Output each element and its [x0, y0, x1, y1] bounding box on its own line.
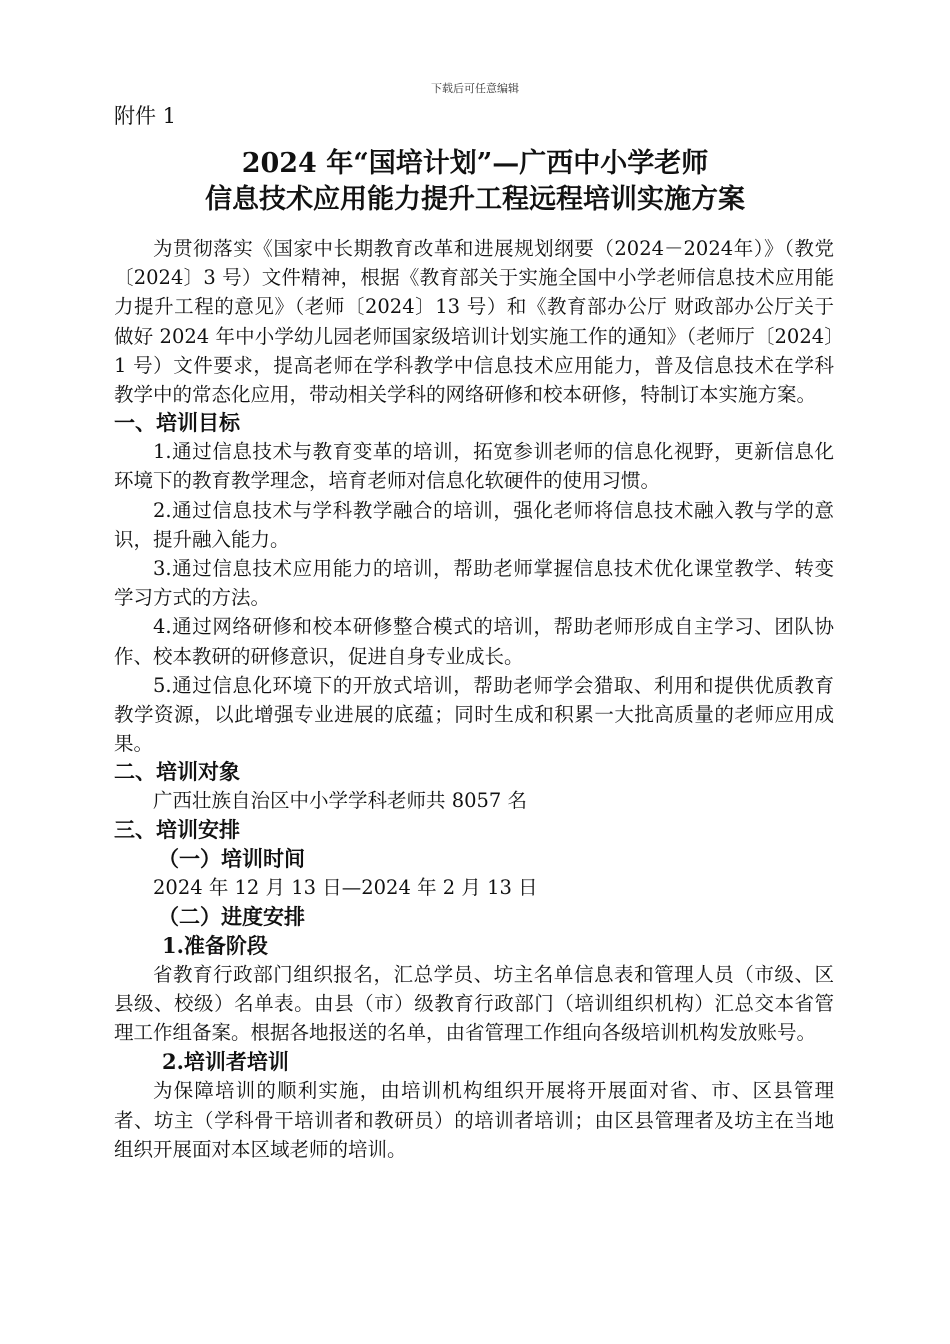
title-line-1: 2024 年“国培计划”—广西中小学老师 — [241, 148, 709, 179]
document-body — [114, 234, 834, 1164]
intro-paragraph: 为贯彻落实《国家中长期教育改革和进展规划纲要（2024－2024年）》（教党〔2024〕3 号）文件精神，根据《教育部关于实施全国中小学老师信息技术应用能力提升工程的意见》（老师〔2024〕13 号）和《教育部办公厅 财政部办公厅关于做好 2024 年中小学幼儿园老师国家级培训计划实施工作的通知》（老师厅〔2024〕1 号）文件要求，提高老师在学科教学中信息技术应用能力，普及信息技术在学科教学中的常态化应用，带动相关学科的网络研修和校本研修，特制订本实施方案。 — [114, 237, 834, 407]
goal-item-3: 3.通过信息技术应用能力的培训，帮助老师掌握信息技术优化课堂教学、转变学习方式的方法。 — [114, 557, 834, 610]
target-audience-text: 广西壮族自治区中小学学科老师共 8057 名 — [153, 789, 528, 813]
goal-item-5: 5.通过信息化环境下的开放式培训，帮助老师学会猎取、利用和提供优质教育教学资源，以此增强专业进展的底蕴；同时生成和积累一大批高质量的老师应用成果。 — [114, 673, 834, 756]
goal-item-4: 4.通过网络研修和校本研修整合模式的培训，帮助老师形成自主学习、团队协作、校本教研的研修意识，促进自身专业成长。 — [114, 615, 834, 668]
training-time-text: 2024 年 12 月 13 日—2024 年 2 月 13 日 — [153, 875, 538, 899]
section3-heading: 三、培训安排 — [114, 816, 240, 842]
title-line-2: 信息技术应用能力提升工程远程培训实施方案 — [205, 184, 745, 215]
header-note: 下载后可任意编辑 — [431, 82, 519, 95]
stage2-text: 为保障培训的顺利实施，由培训机构组织开展将开展面对省、市、区县管理者、坊主（学科骨干培训者和教研员）的培训者培训；由区县管理者及坊主在当地组织开展面对本区域老师的培训。 — [114, 1079, 834, 1161]
training-time-heading: （一）培训时间 — [158, 845, 305, 871]
stage1-heading: 1.准备阶段 — [162, 932, 268, 958]
stage2-heading: 2.培训者培训 — [162, 1049, 289, 1075]
goal-item-1: 1.通过信息技术与教育变革的培训，拓宽参训老师的信息化视野，更新信息化环境下的教育教学理念，培育老师对信息化软硬件的使用习惯。 — [114, 440, 834, 493]
schedule-heading: （二）进度安排 — [158, 903, 305, 929]
attachment-label: 附件 1 — [114, 104, 177, 128]
stage1-text: 省教育行政部门组织报名，汇总学员、坊主名单信息表和管理人员（市级、区县级、校级）名单表。由县（市）级教育行政部门（培训组织机构）汇总交本省管理工作组备案。根据各地报送的名单，由省管理工作组向各级培训机构发放账号。 — [114, 962, 834, 1045]
section1-heading: 一、培训目标 — [114, 410, 240, 436]
section2-heading: 二、培训对象 — [114, 759, 240, 785]
goal-item-2: 2.通过信息技术与学科教学融合的培训，强化老师将信息技术融入教与学的意识，提升融入能力。 — [114, 498, 834, 551]
document-title — [0, 146, 950, 218]
